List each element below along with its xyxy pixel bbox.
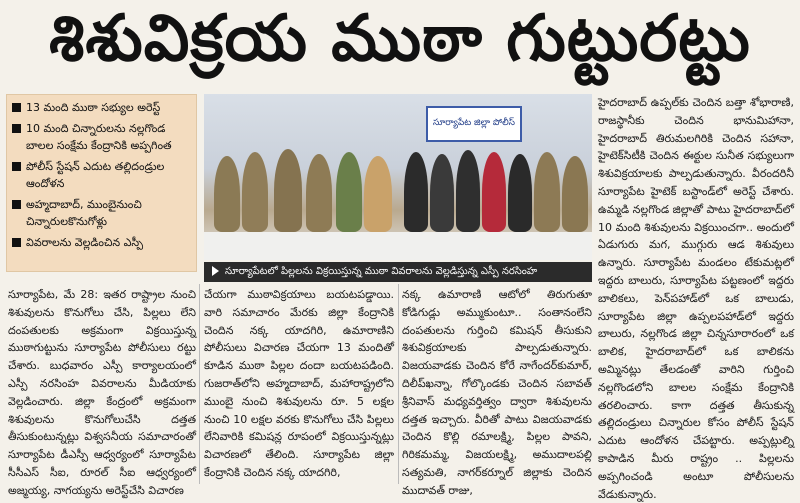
article-text: హైదరాబాద్ ఉప్పల్‌కు చెందిన బత్తా శోభారాణి, రాజస్థానీకు చెందిన భానుమిహానా, హైదరాబాద్ తిరుమలగిరికి చెందిన సహానా, హైటెక్‌సిటీకి చెందిన ఈఠ్టుల సునీత సభ్యులుగా శిశువిక్రయాలకు పాల్పడుతున్నారు. వీరందరినీ సూర్యాపేట హైటెక్ బస్టాండ్‌లో అరెస్ట్ చేశారు. ఉమ్మడి నల్లగొండ జిల్లాతో పాటు హైదరాబాద్‌లో 10 మంది శిశువులను విక్రయించగా.. అందులో ఏడుగురు మగ, ముగ్గురు ఆడ శిశువులు ఉన్నారు. సూర్యాపేట మండలం టేకుమట్లలో ఇద్దరు బాలురు, సూర్యాపేట పట్టణంలో ఇద్దరు బాలికలు, పెన్‌పహాడ్‌లో ఒక బాలుడు, సూర్యాపేట జిల్లా ఉప్పలపహాడ్‌లో ఇద్దరు బాలురు, నల్లగొండ జిల్లా చిన్నసూరారంలో ఒక బాలిక, హైదరాబాద్‌లో ఒక బాలికను అమ్మినట్లు తేలడంతో వారిని గుర్తించి నల్లగొండలోని బాలల సంక్షేమ కేంద్రానికి తరలించారు. కాగా దత్తత తీసుకున్న తల్లిదండ్రులు చిన్నారుల కోసం పోలీస్ స్టేషన్ ఎదుట ఆందోళన చేపట్టారు. అప్పట్లుల్ని కాపాడిన మీరు రాష్ట్రం .. పిల్లలను అప్పగించండి అంటూ పోలీసులను వేడుకున్నారు. xyxy=(598,96,794,501)
person-figure xyxy=(562,156,588,232)
press-table xyxy=(204,232,592,260)
highlight-item xyxy=(12,158,191,192)
highlight-text: 13 మంది ముఠా సభ్యుల అరెస్ట్ xyxy=(26,101,161,114)
highlight-item xyxy=(12,234,191,251)
article-text: నక్క ఉమారాణి ఆటోలో తిరుగుతూ కోడిగుడ్లు అమ్ముకుంటూ.. సంతానంలేని దంపతులను గుర్తించి కమిషన్ తీసుకుని శిశువిక్రయాలకు పాల్పడుతున్నారు. విజయవాడకు చెందిన కోరే నాగేందర్‌కుమార్, దిలీప్‌ఖన్నా, గోల్కొండకు చెందిన సబావత్ శ్రీనివాస్ మధ్యవర్తిత్వం ద్వారా శిశువులను దత్తత ఇచ్చారు. వీరితో పాటు విజయవాడకు చెందిన కొల్లి రమాలక్ష్మి, పిల్లల పావని, గిరికమమ్మ, విజయలక్ష్మి, అముదాలపల్లి సత్యమతి, నాగర్‌కర్నూల్ జిల్లాకు చెందిన ముదావత్ రాజు, xyxy=(402,288,592,497)
person-figure xyxy=(214,156,240,232)
person-figure xyxy=(482,152,506,232)
person-figure xyxy=(274,149,302,232)
person-figure xyxy=(456,150,480,232)
highlight-item xyxy=(12,196,191,230)
article-text: సూర్యాపేట, మే 28: ఇతర రాష్ట్రాల నుంచి శిశువులను కొనుగోలు చేసి, పిల్లలు లేని దంపతులకు అక్రమంగా విక్రయిస్తున్న ముఠాగుట్టును సూర్యాపేట పోలీసులు రట్టు చేశారు. బుధవారం ఎస్పీ కార్యాలయంలో ఎస్పీ నరసింహ వివరాలను మీడియాకు వెల్లడించారు. జిల్లా కేంద్రంలో అక్రమంగా శిశువులను కొనుగోలుచేసి దత్తత తీసుకుంటున్నట్లు విశ్వసనీయ సమాచారంతో సూర్యాపేట డీఎస్పీ ఆధ్వర్యంలో సూర్యాపేట సీసీఎస్ సీఐ, రూరల్ సీఐ ఆధ్వర్యంలో అజ్మయ్య, నాగయ్యను అరెస్ట్‌చేసి విచారణ xyxy=(8,288,196,497)
highlight-text: పోలీస్ స్టేషన్ ఎదుట తల్లిదండ్రుల ఆందోళన xyxy=(26,160,165,190)
square-bullet-icon xyxy=(12,103,21,112)
police-banner: సూర్యాపేట జిల్లా పోలీస్ xyxy=(426,106,522,142)
article-text: చేయగా ముఠావిక్రయాలు బయటపడ్డాయి. వారి సమాచారం మేరకు జిల్లా కేంద్రానికి చెందిన నక్క యాదగిరి, ఉమారాణిని పోలీసులు విచారణ చేయగా 13 మందితో కూడిన ముఠా పిల్లల దందా బయటపడింది. గుజరాత్‌లోని అహ్మదాబాద్, మహారాష్ట్రలోని ముంబై నుంచి శిశువులను రూ. 5 లక్షల నుంచి 10 లక్షల వరకు కొనుగోలు చేసి పిల్లలు లేనివారికి కమిషన్ల రూపంలో విక్రయిస్తున్నట్లు విచారణలో తేలింది. సూర్యాపేట జిల్లా కేంద్రానికి చెందిన నక్క యాదగిరి, xyxy=(204,288,394,479)
article-column-2 xyxy=(204,286,394,484)
play-arrow-icon xyxy=(212,266,219,276)
square-bullet-icon xyxy=(12,124,21,133)
person-figure xyxy=(364,156,392,232)
article-column-3 xyxy=(402,286,592,497)
square-bullet-icon xyxy=(12,200,21,209)
person-figure xyxy=(404,152,428,232)
person-figure xyxy=(306,154,332,232)
square-bullet-icon xyxy=(12,238,21,247)
highlight-item xyxy=(12,99,191,116)
person-figure xyxy=(336,152,362,232)
highlight-item xyxy=(12,120,191,154)
highlight-text: అహ్మదాబాద్, ముంబైనుంచి చిన్నారులకొనుగోళ్లు xyxy=(26,198,142,228)
photo-caption xyxy=(204,262,592,282)
article-column-1 xyxy=(8,286,196,497)
highlight-text: 10 మంది చిన్నారులను నల్లగొండ బాలల సంక్షేమ కేంద్రానికి అప్పగింత xyxy=(26,122,172,152)
person-figure xyxy=(242,152,268,232)
highlight-text: వివరాలను వెల్లడించిన ఎస్పీ xyxy=(26,236,144,249)
person-figure xyxy=(508,154,532,232)
person-figure xyxy=(430,154,454,232)
article-column-4 xyxy=(598,94,794,501)
highlights-box xyxy=(6,94,197,272)
column-divider xyxy=(199,284,200,484)
press-meet-photo xyxy=(204,94,592,260)
column-divider xyxy=(398,284,399,484)
person-figure xyxy=(534,152,560,232)
photo-caption-text: సూర్యాపేటలో పిల్లలను విక్రయిస్తున్న ముఠా వివరాలను వెల్లడిస్తున్న ఎస్పీ నరసింహ xyxy=(225,266,538,277)
square-bullet-icon xyxy=(12,162,21,171)
headline: శిశువిక్రయ ముఠా గుట్టురట్టు xyxy=(49,1,751,76)
